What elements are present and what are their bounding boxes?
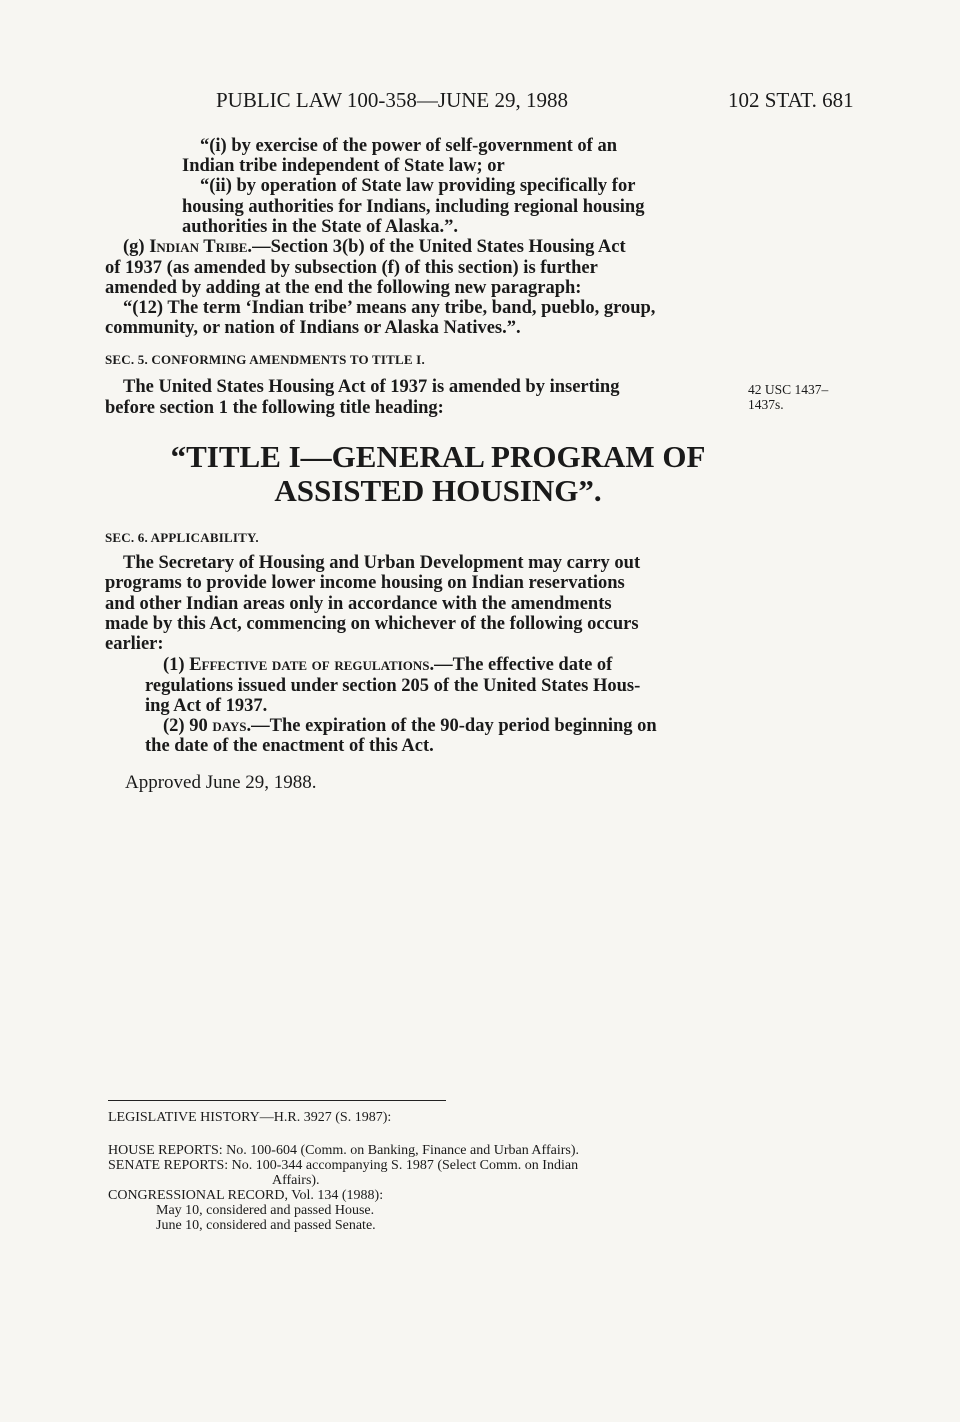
item-2-label: (2) 90 — [163, 716, 213, 736]
item-1-label: (1) — [163, 655, 190, 675]
house-reports: HOUSE REPORTS: No. 100-604 (Comm. on Banking, Finance and Urban Affairs). — [108, 1143, 579, 1158]
sec-6-line-2: programs to provide lower income housing on Indian reservations — [105, 573, 625, 593]
footnote-rule — [108, 1100, 446, 1101]
approval-date: Approved June 29, 1988. — [125, 772, 317, 793]
item-1-heading: Effective date of regulations. — [189, 655, 435, 675]
paragraph-12-line-1: “(12) The term ‘Indian tribe’ means any tribe, band, pueblo, group, — [123, 298, 656, 318]
page-number: 102 STAT. 681 — [728, 88, 854, 112]
senate-reports-line-2: Affairs). — [272, 1173, 320, 1188]
clause-ii-line-1: “(ii) by operation of State law providing specifically for — [200, 176, 636, 196]
congressional-record-item-1: May 10, considered and passed House. — [156, 1203, 375, 1218]
congressional-record-item-2: June 10, considered and passed Senate. — [156, 1218, 376, 1233]
sec-6-item-1-line-3: ing Act of 1937. — [145, 696, 268, 716]
congressional-record: CONGRESSIONAL RECORD, Vol. 134 (1988): — [108, 1188, 384, 1203]
sec-5-line-1: The United States Housing Act of 1937 is amended by inserting — [123, 377, 620, 397]
clause-ii-line-3: authorities in the State of Alaska.”. — [182, 217, 458, 237]
sec-6-line-1: The Secretary of Housing and Urban Development may carry out — [123, 553, 641, 573]
sec-6-item-2-line-2: the date of the enactment of this Act. — [145, 736, 434, 756]
title-heading — [100, 440, 776, 508]
subsection-g-line-2: of 1937 (as amended by subsection (f) of this section) is further — [105, 258, 598, 278]
sec-6-item-1-line-1 — [163, 655, 612, 675]
running-header-left: PUBLIC LAW 100-358—JUNE 29, 1988 — [216, 88, 569, 112]
item-2-heading: days. — [212, 716, 252, 736]
margin-citation-line-1: 42 USC 1437– — [748, 382, 829, 397]
subsection-g-line-1 — [123, 237, 626, 257]
margin-citation — [748, 382, 858, 412]
title-heading-line-2: ASSISTED HOUSING”. — [274, 473, 602, 508]
sec-6-line-5: earlier: — [105, 634, 164, 654]
sec-6-item-1-line-2: regulations issued under section 205 of the United States Hous- — [145, 676, 641, 696]
sec-5-line-2: before section 1 the following title heading: — [105, 398, 444, 418]
margin-citation-line-2: 1437s. — [748, 397, 784, 412]
paragraph-12-line-2: community, or nation of Indians or Alaska Natives.”. — [105, 318, 521, 338]
subsection-g-line-3: amended by adding at the end the following new paragraph: — [105, 278, 582, 298]
sec-6-line-4: made by this Act, commencing on whichever of the following occurs — [105, 614, 639, 634]
subsection-g-text: —Section 3(b) of the United States Housing Act — [252, 237, 626, 257]
legislative-history-heading: LEGISLATIVE HISTORY—H.R. 3927 (S. 1987): — [108, 1110, 392, 1125]
sec-6-heading: SEC. 6. APPLICABILITY. — [105, 530, 259, 545]
subsection-g-label: (g) — [123, 237, 150, 257]
item-1-text: —The effective date of — [434, 655, 613, 675]
sec-6-item-2-line-1 — [163, 716, 657, 736]
sec-6-line-3: and other Indian areas only in accordance with the amendments — [105, 594, 612, 614]
clause-i-line-2: Indian tribe independent of State law; or — [182, 156, 505, 176]
senate-reports-line-1: SENATE REPORTS: No. 100-344 accompanying S. 1987 (Select Comm. on Indian — [108, 1158, 579, 1173]
sec-5-heading: SEC. 5. CONFORMING AMENDMENTS TO TITLE I. — [105, 352, 425, 367]
subsection-g-heading: Indian Tribe. — [149, 237, 253, 257]
clause-ii-line-2: housing authorities for Indians, including regional housing — [182, 197, 645, 217]
clause-i-line-1: “(i) by exercise of the power of self-government of an — [200, 136, 618, 156]
item-2-text: —The expiration of the 90-day period beginning on — [251, 716, 657, 736]
title-heading-line-1: “TITLE I—GENERAL PROGRAM OF — [170, 439, 706, 474]
